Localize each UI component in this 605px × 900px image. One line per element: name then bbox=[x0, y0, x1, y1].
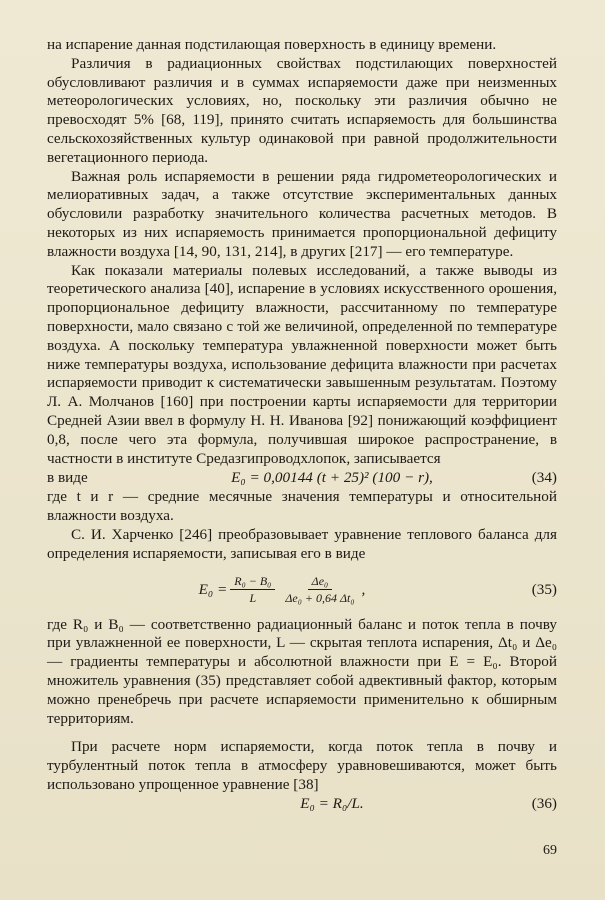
formula-34-lead: в виде bbox=[47, 468, 88, 486]
formula-35-fraction-1-denominator: L bbox=[249, 591, 257, 606]
paragraph-norms: При расчете норм испаряемости, когда поток тепла в почву и турбулентный поток тепла в атмосферу уравновешиваются, может быть использовано упрощенное уравнение [38] bbox=[47, 738, 557, 793]
paragraph-kharchenko: С. И. Харченко [246] преобразовывает уравнение теплового баланса для определения испаряемости, записывая его в виде bbox=[47, 525, 557, 562]
formula-35-fraction-2-denominator: Δe₀ + 0,64 Δt₀ bbox=[285, 591, 355, 606]
formula-36 bbox=[47, 795, 557, 815]
formula-35-fraction-1-numerator: R₀ − B₀ bbox=[230, 574, 275, 590]
formula-35-fraction-2 bbox=[281, 574, 358, 605]
formula-35-expression bbox=[47, 574, 517, 605]
formula-35-number: (35) bbox=[531, 580, 557, 598]
formula-36-expression: E₀ = R₀/L. bbox=[300, 795, 364, 813]
formula-35-tail: , bbox=[361, 580, 366, 598]
paragraph-evaporation-role: Важная роль испаряемости в решении ряда гидрометеорологических и мелиоративных задач, а также отсутствие экспериментальных данных обусловили разработку значительного количества расчетных методов. В некоторых из них испаряемость принимается пропорциональной дефициту влажности воздуха [14, 90, 131, 214], в других [217] — его температуре. bbox=[47, 167, 557, 260]
formula-34-expression: E₀ = 0,00144 (t + 25)² (100 − r), bbox=[231, 468, 433, 486]
paragraph-field-studies: Как показали материалы полевых исследований, а также выводы из теоретического анализа [40], испарение в условиях искусственного орошения, пропорциональное дефициту влажности, рассчитанному по температуре поверхности, мало связано с той же величиной, определенной по температуре воздуха. А поскольку температура увлажненной поверхности может быть ниже температуры воздуха, использование дефицита влажности при расчетах испаряемости приводит к систематически завышенным результатам. Поэтому Л. А. Молчанов [160] при построении карты испаряемости для территории Средней Азии ввел в формулу Н. Н. Иванова [92] понижающий коэффициент 0,8, после чего эта формула, получившая широкое распространение, в частности в институте Средазгипроводхлопок, записывается bbox=[47, 261, 557, 467]
formula-35-fraction-2-numerator: Δe₀ bbox=[308, 574, 333, 590]
paragraph-variables-r0-b0: где R₀ и B₀ — соответственно радиационный баланс и поток тепла в почву при увлажненной ее поверхности, L — скрытая теплота испарения, Δt₀ и Δe₀ — градиенты температуры и абсолютной влажности при E = E₀. Второй множитель уравнения (35) представляет собой адвективный фактор, которым можно пренебречь при расчете испаряемости применительно к обширным территориям. bbox=[47, 615, 557, 727]
page-number: 69 bbox=[543, 843, 557, 858]
spacer bbox=[47, 728, 557, 738]
formula-36-number: (36) bbox=[531, 795, 557, 813]
paragraph-continuation: на испарение данная подстилающая поверхность в единицу времени. bbox=[47, 36, 497, 53]
paragraph-radiation-differences: Различия в радиационных свойствах подстилающих поверхностей обусловливают различия и в суммах испаряемости даже при неизменных метеорологических условиях, но, поскольку эти различия обычно не превосходят 5% [68, 119], принято считать испаряемость для большинства сельскохозяйственных культур одинаковой при равной продолжительности вегетационного периода. bbox=[47, 54, 557, 166]
paragraph-variables-t-r: где t и r — средние месячные значения температуры и относительной влажности воздуха. bbox=[47, 488, 557, 525]
formula-34 bbox=[47, 468, 557, 488]
formula-35 bbox=[47, 564, 557, 616]
formula-35-lhs: E₀ = bbox=[198, 580, 228, 598]
formula-34-number: (34) bbox=[531, 468, 557, 486]
formula-35-fraction-1 bbox=[230, 574, 275, 605]
